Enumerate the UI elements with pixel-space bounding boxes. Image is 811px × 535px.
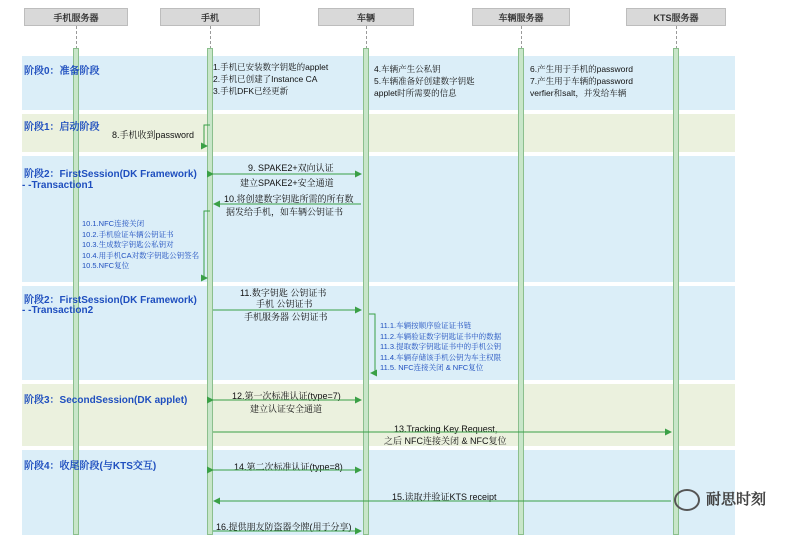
note-line: 11.2.车辆验证数字钥匙证书中的数据 (380, 331, 502, 341)
watermark-text: 耐思时刻 (706, 491, 767, 508)
watermark (674, 488, 766, 511)
msg12-label: 12.第一次标准认证(type=7) (232, 391, 341, 401)
note-line: applet时所需要的信息 (374, 88, 457, 98)
note-line: 5.车辆准备好创建数字钥匙 (374, 76, 475, 86)
note-line: 10.1.NFC连接关闭 (82, 219, 145, 228)
note-line: 2.手机已创建了Instance CA (213, 74, 318, 84)
stage2-t1-label: 阶段2：FirstSession(DK Framework) (24, 169, 197, 180)
stage1-label: 阶段1：启动阶段 (24, 122, 100, 133)
stage2-t2-label: 阶段2：FirstSession(DK Framework) (24, 295, 197, 306)
actor-vehicle: 车辆 (318, 8, 414, 26)
msg13-label: 13.Tracking Key Request， (394, 424, 504, 434)
wechat-icon (674, 489, 700, 511)
note-line: 11.1.车辆按顺序验证证书链 (380, 321, 472, 330)
actor-phone: 手机 (160, 8, 260, 26)
msg11-sublabel2: 手机服务器 公钥证书 (244, 312, 328, 322)
note-line: 7.产生用于车辆的password (530, 76, 633, 86)
note-line: 1.手机已安装数字钥匙的applet (213, 62, 329, 72)
msg14-label: 14.第二次标准认证(type=8) (234, 462, 343, 472)
arrow-msg8 (204, 125, 210, 146)
msg16-label: 16.提供朋友防盗器令牌(用于分享) (216, 522, 352, 532)
note-line: 11.5. NFC连接关闭 & NFC复位 (380, 363, 484, 372)
note-line: 10.4.用手机CA对数字钥匙公钥签名 (82, 250, 200, 260)
note-line: 6.产生用于手机的password (530, 64, 633, 74)
msg12-sublabel: 建立认证安全通道 (250, 404, 323, 414)
arrow-transaction1-self (204, 211, 210, 278)
note-line: 10.2.手机验证车辆公钥证书 (82, 229, 174, 239)
note-line: verfier和salt，并发给车辆 (530, 88, 627, 98)
note-line: 10.3.生成数字钥匙公私钥对 (82, 240, 174, 249)
note-line: 3.手机DFK已经更新 (213, 86, 289, 96)
msg10-label: 10.将创建数字钥匙所需的所有数 (224, 194, 354, 204)
note-line: 11.4.车辆存储该手机公钥为车主权限 (380, 352, 502, 362)
arrow-transaction2-self (369, 314, 375, 373)
msg10-sublabel: 据发给手机，如车辆公钥证书 (226, 207, 344, 217)
msg15-label: 15.读取并验证KTS receipt (392, 492, 497, 502)
stage0-label: 阶段0：准备阶段 (24, 66, 100, 77)
msg9-sublabel: 建立SPAKE2+安全通道 (240, 178, 334, 188)
actor-phone-server: 手机服务器 (24, 8, 128, 26)
msg13-sublabel: 之后 NFC连接关闭 & NFC复位 (384, 436, 507, 446)
note-line: 4.车辆产生公私钥 (374, 64, 441, 74)
stage4-label: 阶段4：收尾阶段(与KTS交互) (24, 461, 157, 472)
note-line: 11.3.提取数字钥匙证书中的手机公钥 (380, 342, 502, 351)
msg11-label: 11.数字钥匙 公钥证书 (240, 288, 327, 298)
stage2-t2-sublabel: - -Transaction2 (22, 305, 94, 316)
actor-vehicle-server: 车辆服务器 (472, 8, 570, 26)
msg11-sublabel1: 手机 公钥证书 (256, 299, 313, 309)
msg8-label: 8.手机收到password (112, 130, 195, 140)
actor-kts-server: KTS服务器 (626, 8, 726, 26)
msg9-label: 9. SPAKE2+双向认证 (248, 163, 334, 173)
stage2-t1-sublabel: - -Transaction1 (22, 180, 94, 191)
note-line: 10.5.NFC复位 (82, 261, 130, 270)
stage3-label: 阶段3：SecondSession(DK applet) (24, 395, 188, 406)
